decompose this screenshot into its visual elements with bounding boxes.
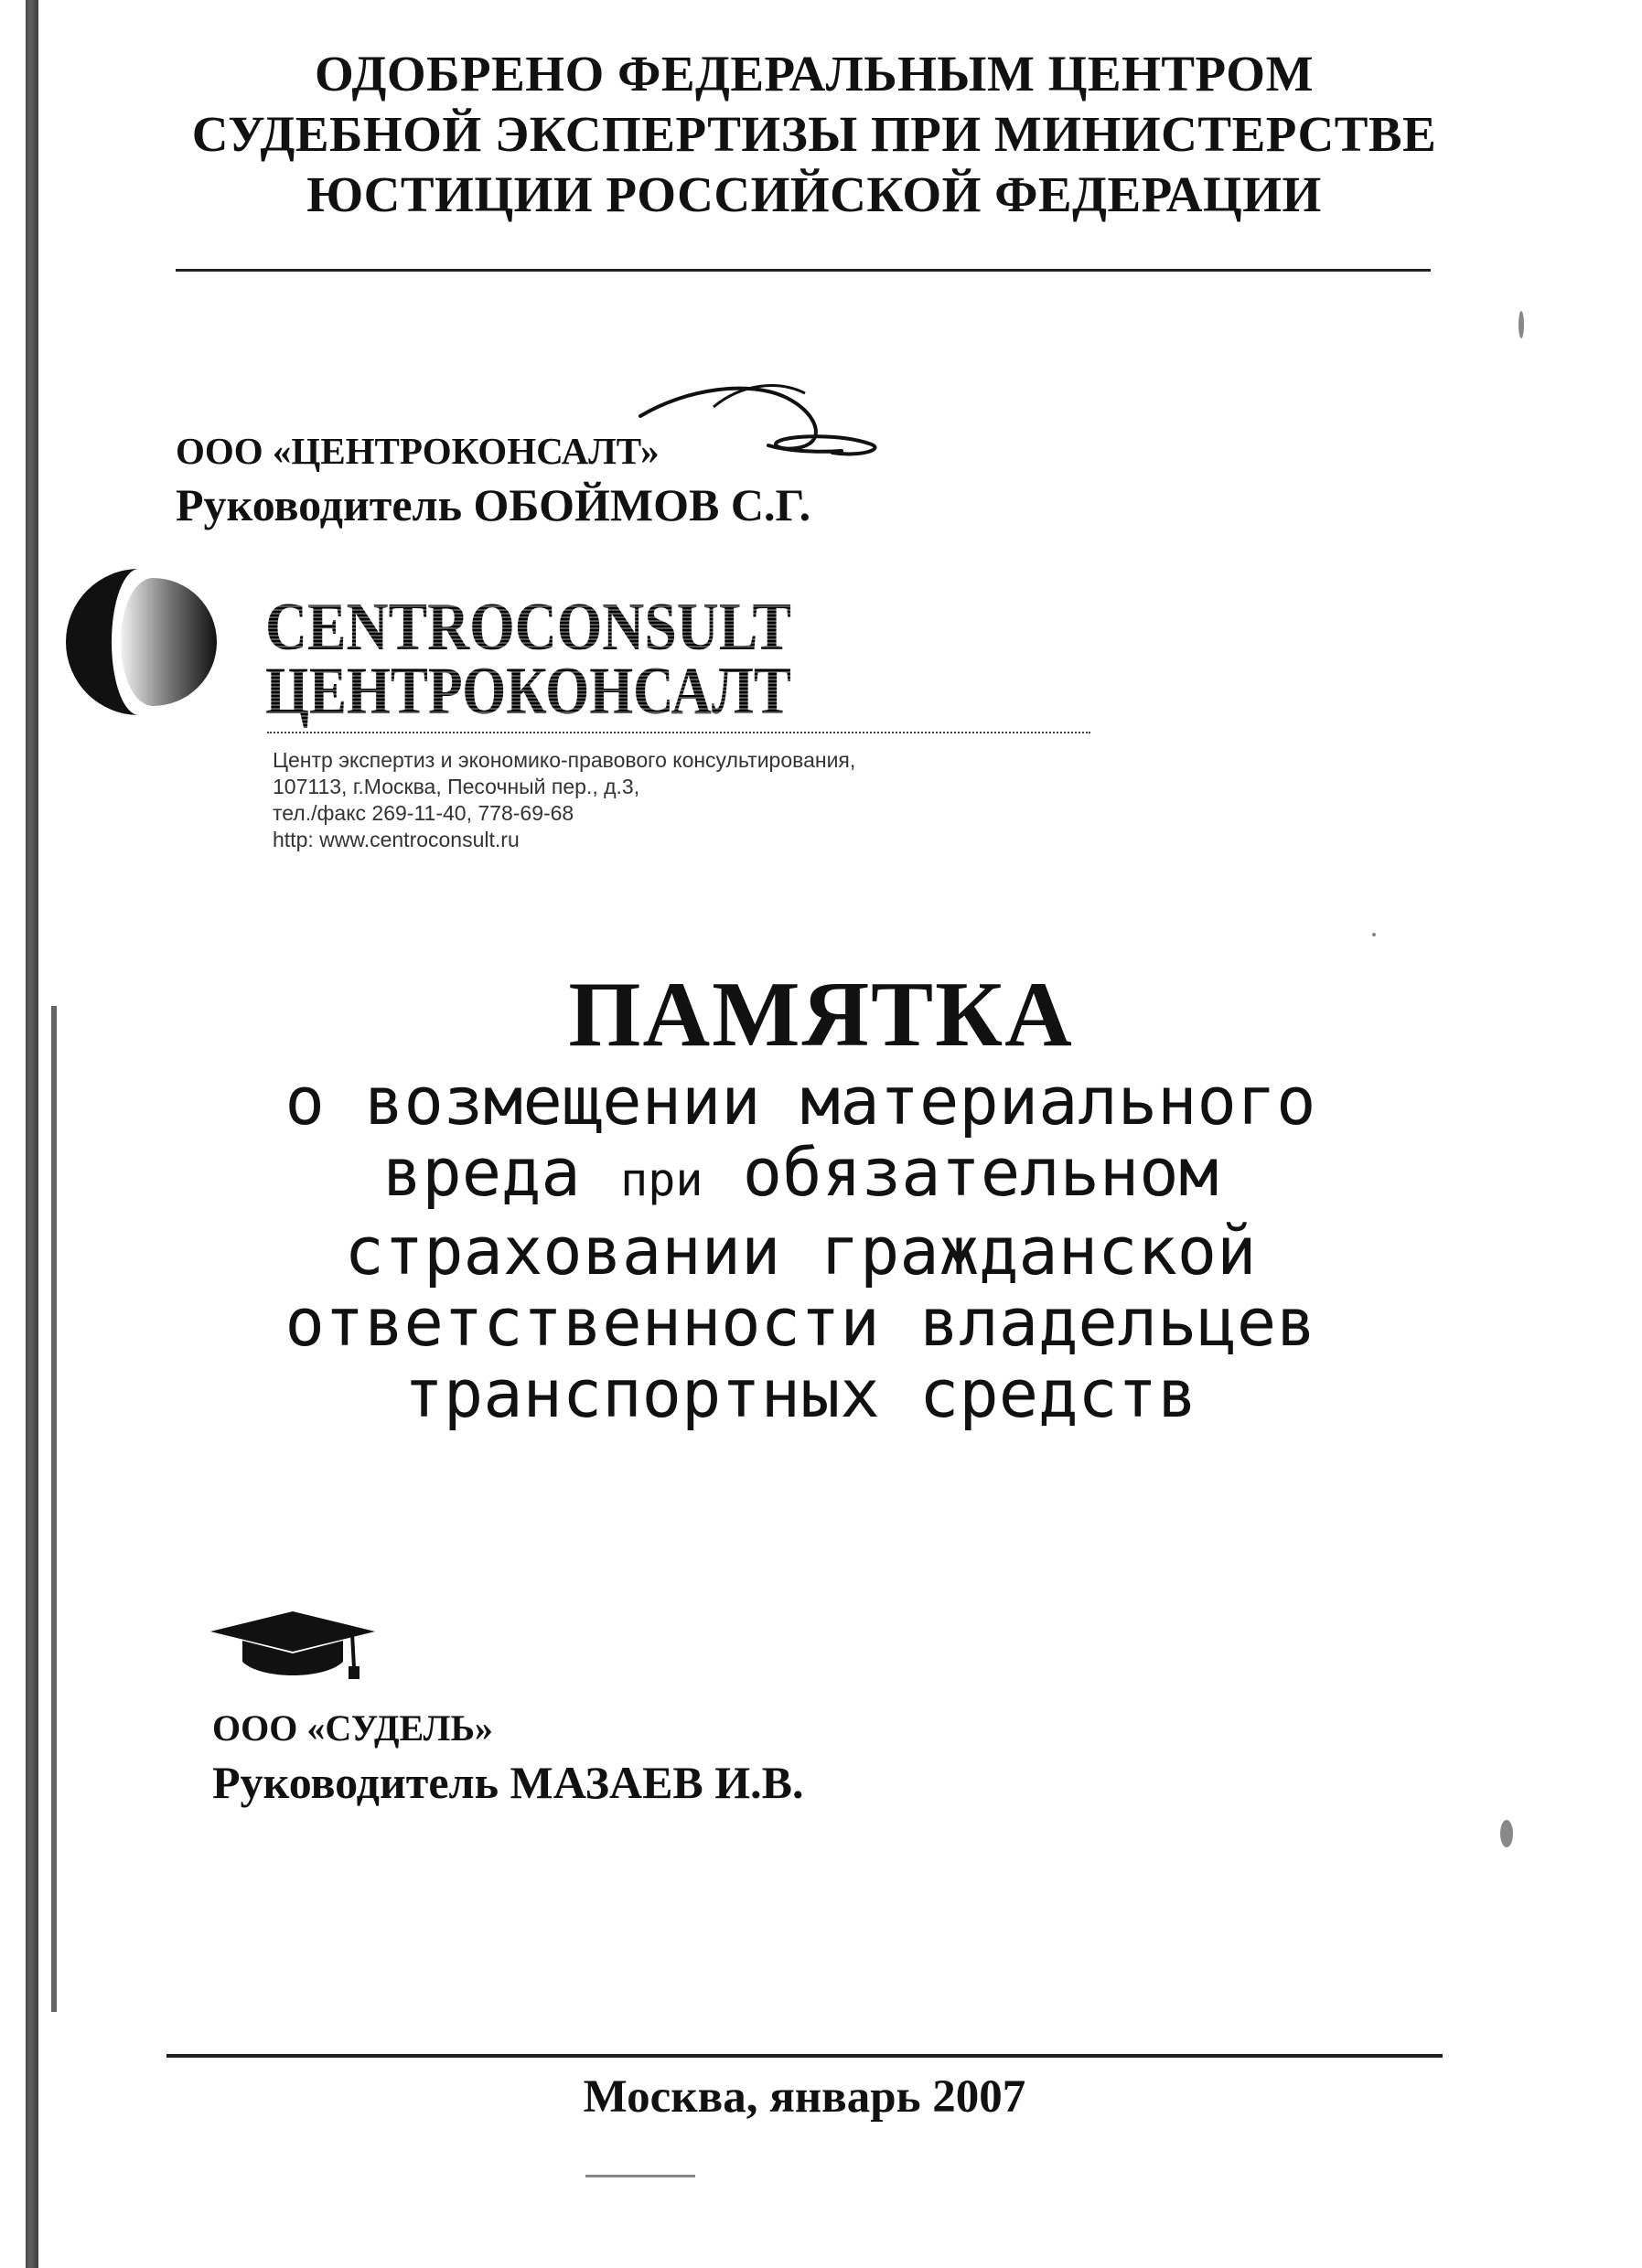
- logo-divider: [267, 732, 1090, 735]
- subtitle-line: транспортных средств: [403, 1355, 1197, 1432]
- address-line: тел./факс 269-11-40, 778-69-68: [273, 801, 574, 825]
- subtitle-line: ответственности владельцев: [284, 1284, 1316, 1361]
- scan-speck: [1500, 1820, 1513, 1847]
- address-line: Центр экспертиз и экономико-правового консультирования,: [273, 748, 856, 772]
- wordmark-cyrillic: ЦЕНТРОКОНСАЛТ: [265, 654, 791, 729]
- subtitle-word-small: при: [620, 1153, 703, 1206]
- scan-speck: [1519, 311, 1524, 338]
- centroconsult-logo-icon: [66, 560, 231, 724]
- approval-line: ЮСТИЦИИ РОССИЙСКОЙ ФЕДЕРАЦИИ: [306, 166, 1322, 222]
- org2-name: ООО «СУДЕЛЬ»: [212, 1707, 493, 1749]
- approval-line: ОДОБРЕНО ФЕДЕРАЛЬНЫМ ЦЕНТРОМ: [314, 46, 1315, 102]
- scan-speck: [1372, 933, 1376, 936]
- address-line: http: www.centroconsult.ru: [273, 828, 520, 851]
- footer-place-date: Москва, январь 2007: [583, 2071, 1026, 2123]
- signature-icon: [631, 380, 906, 480]
- address-line: 107113, г.Москва, Песочный пер., д.3,: [273, 775, 640, 798]
- approval-line: СУДЕБНОЙ ЭКСПЕРТИЗЫ ПРИ МИНИСТЕРСТВЕ: [191, 106, 1437, 162]
- scan-binding-edge: [26, 0, 38, 2268]
- subtitle-line: страховании гражданской: [344, 1213, 1257, 1289]
- scan-speck: [585, 2175, 695, 2177]
- org2-head: Руководитель МАЗАЕВ И.В.: [212, 1757, 804, 1808]
- approval-heading: [174, 44, 1454, 225]
- org1-head: Руководитель ОБОЙМОВ С.Г.: [176, 479, 811, 530]
- org1-name: ООО «ЦЕНТРОКОНСАЛТ»: [176, 430, 660, 472]
- scan-binding-edge-inner: [51, 1006, 57, 2012]
- subtitle-line: о возмещении материального: [284, 1063, 1316, 1139]
- centroconsult-wordmark: [265, 590, 796, 729]
- subtitle-word: обязательном: [742, 1134, 1218, 1211]
- graduation-cap-icon: [206, 1611, 380, 1685]
- subtitle-word: вреда: [382, 1134, 581, 1211]
- subtitle-line: [165, 1134, 1436, 1215]
- centroconsult-address: [273, 747, 855, 853]
- document-subtitle: [165, 1063, 1436, 1432]
- document-title: ПАМЯТКА: [568, 963, 1074, 1066]
- wordmark-latin: CENTROCONSULT: [265, 590, 791, 665]
- top-divider: [176, 269, 1431, 272]
- bottom-divider: [166, 2054, 1443, 2058]
